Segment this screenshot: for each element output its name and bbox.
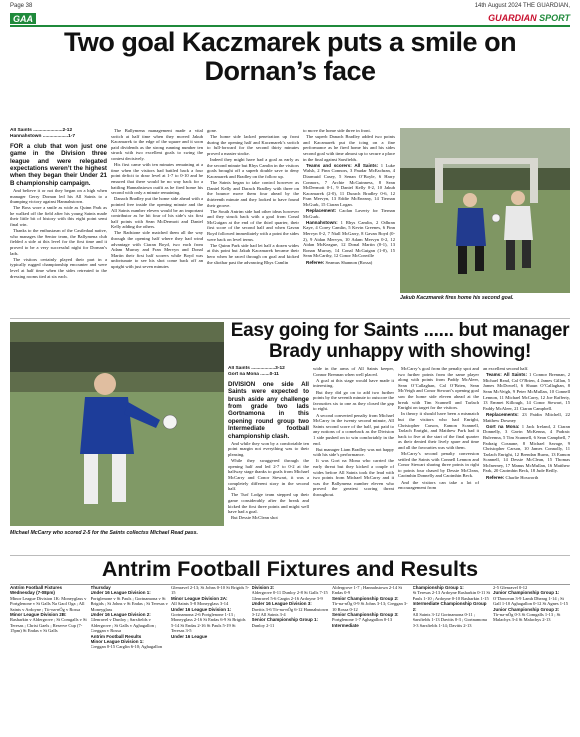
story1-col4: to move the home side three in front. The superb Danach Bradley added two points and Kaczmarek put the icing on a fine performance as he fired home his and his sides second goal with time almost up to secure a place in the final against Sarsfields. Teams and scorers: All Saints: 1 Luke Walsh, 2 Finn Connors, 3 Paudar McEachran, 4 Diarmuid Casey, 5 Senan O’Boyle, 6 Harry Connors, 7 Archie McGuinness, 8 Sean McDermott 0-1, 9 Daniel Kelly 0-2, 10 Jakub Kaczmarek (2-0), 11 Durach Bradley 0-6, 12 Fran Mervyn, 13 Eddie McEneany, 14 Tiernan McGurk, 15 Ciaran Logan. Replacement: Caolan Laverty for Tiernan McGurk. Hannahstown: 1 Rhys Camlin, 2 Odhran Kaye, 4 Corey Camlin, 5 Kevin Greenes, 6 Finn Mervyn 0-2, 7 Niall McGarry, 8 Gavan Boyd (0-2), 9 Aidan Mervyn, 10 Adam Mervyn 0-2, 12 Aidan McKeague, 12 Donal Martin (0-1), 13 Ronan Murray, 14 Conal McGuigan (1-0), 15 Sean McCarthy, 12 Conor McConville Referee: Seamus Shannon (Rossa) — [303, 128, 395, 265]
story1-score-away: Hannahstown ...................1-7 — [10, 133, 76, 139]
fixtures-column — [413, 585, 492, 733]
fixtures-text: Tír-na-nÓg 0-3 St Comgalls 1-13 ; St Malachys 3-4 St Malachys 2-13 — [493, 611, 561, 623]
guardian-sport-logo: GUARDIAN SPORT — [488, 13, 570, 23]
fixtures-text: Aldergrove 0-11 Dunloy 2-8 St Galls 7-15 Glenravel 5-6 Cargin 2-16 Ardoyne 3-9 — [251, 590, 328, 601]
story2-headline: Easy going for Saints ...... but manager Brady unhappy with showing! — [230, 320, 570, 362]
story2-score-home: All Saints ..................3-12 — [228, 366, 285, 371]
story1-col3: gone. The home side lacked penetration up front during the opening half and Kaczmarek’s switch to full-forward for the second thirty minutes proved a master stroke. Indeed they might have had a goal as early as the second minute but Rhys Camlin in the visitors goals brought off a superb double save to deny Kaczmarek and Bradley on the follow up. The Saints began to take control however as Daniel Kelly and Darach Bradley with three on the bounce move them four ahead by the thirteenth minute and they looked to have found their groove. The South Antrim side had other ideas however and they struck back with a goal from Conal McGuigan at the end of the third quarter, their first score of the second half and when Gavan Boyd followed immediately with a point the sides were back on level terms. The Quinn Park side had let half a dozen wides at this point but Jakub Kaczmarek became their hero when he raced through on goal and kicked the sliothar past the advancing Rhys Camlin — [207, 128, 299, 265]
story1-col2: The Ballymena management made a vital switch at half time when they moved Jakub Kaczmarek to the edge of the square and it soon paid dividends as the strong running number ten struck with two excellent goals to swing the contest decisively. His first came with ten minutes remaining at a time when the visitors had battled back a four point deficit to draw level at 1-7 to 0-10 and he ensured that there would be no way back for a battling Hannahstown outfit as he fired home his second with only a minute remaining. Danach Bradley put the home side ahead with a pointed free inside the opening minute and the All Saints number eleven would be an important contributor as he hit four of his side’s six first half points with Sean McDermott and Daniel Kelly adding the others. The Radstone side matched them all the way through the opening half where they had wind advantage with Ciaran Boyd, two each from Adam Murray and Fran Mervyn and Donal Martin their first half scorers while Boyd was unfortunate to see his shot come back off an upright with just seven minutes — [111, 128, 203, 270]
fixtures-text: Gortnamona 2-6 Portglenone 1-13 ; Moneyglass 2-16 St Endas 6-9 St Brigids 5-14 St Endas 2-16 St Pauls 5-19 St Teresas 3-5 — [171, 611, 246, 634]
fixtures-heading: Under 16 League Division 1: — [90, 590, 151, 596]
fixtures-text: Tír-na-nÓg 0-9 St Johns 3-13; Creggan 3-10 Rossa 0-12 — [332, 601, 408, 612]
fixtures-text: Portglenone v St Pauls ; Gortnamona v St Brigids ; St Johns v St Endas ; St Teresas v Moneyglass — [90, 595, 168, 612]
fixtures-text: O’Donovan 3-9 Lamh Dhearg 1-14 ; St Gall 1-10 Aghagallon 0-12 St Agnes 1-15 — [493, 595, 568, 607]
fixtures-heading: Wednesday (7-08pm) — [10, 590, 55, 596]
fixtures-text: All Saints 5-8 Moneyglass 3-14 — [171, 601, 229, 607]
fixtures-text: Glenravel v Dunloy ; Sarsfields v Aldergrove ; St Galls v Aghagallon ; Creggan v Rossa — [90, 617, 157, 634]
story1-col1: All Saints ......................2-12 Hannahstown ...................1-7 FOR a club that won just one game in the Division three league and were relegated expectations weren’t the highest when they began their Under 21 B championship campaign. And believe it or not they began on a high when manager Gerry Dornan led his All Saints to a thumping victory against Hannahstown. The Boss wore a smile as wide as Quinn Park as he walked off the field after his young Saints made their little bit of history with this eight point semi final win. Thanks to the enthusiasm of the Castledaal native, who manages the Senior team, the Ballymena club fielded a side at this level for the first time and it proved to be a very successful night for Dornan’s lads. The visitors certainly played their part in a typically rugged championship encounter and were level at half time when the sides retreated to the dressing rooms tied at six each. — [10, 128, 107, 279]
story1-photo — [400, 128, 570, 293]
story1-teams: Teams and scorers: All Saints: 1 Luke Walsh, 2 Finn Connors, 3 Paudar McEachran, 4 Diarmuid Casey, 5 Senan O’Boyle, 6 Harry Connors, 7 Archie McGuinness, 8 Sean McDermott 0-1, 9 Daniel Kelly 0-2, 10 Jakub Kaczmarek (2-0), 11 Durach Bradley 0-6, 12 Fran Mervyn, 13 Eddie McEneany, 14 Tiernan McGurk, 15 Ciaran Logan. — [303, 162, 395, 207]
fixtures-text: Minor League Division 1K: Moneyglass v Portglenone v St Galls Na Gaol Oga ; All Saints v Ardoyne ; Tír-na-nÓg v Rossa — [10, 595, 87, 612]
story2-lead: DIVISION one side All Saints were expected to brush aside any challenge from grade two lads Gortnamona in this opening round group two Intermediate football championship clash. — [228, 380, 309, 440]
fixtures-heading: Antrim Football Fixtures — [10, 585, 63, 590]
fixtures-text: Creggan 0-15 Carglin 6-10; Aghagallon — [90, 644, 163, 650]
fixtures-heading: Intermediate Championship Group 2: — [412, 601, 487, 612]
fixtures-heading: Senior Championship Group 3: — [332, 611, 399, 617]
story2-teams: Teams: All Saints: 1 Connor Brennan, 2 Michael Read, Cal O’Brien, 4 James Gillan, 5 James McDowell, 6 Shaun O’Callaghan, 8 Sean McVeigh, 9 Peter McMullan, 10 Connell Lennon, 11 Michael McCarry, 12 Joe Rafferty, 13 Emmet Killough, 14 Conor Stewart, 15 Paddy McAleer, 21 Ciaran Campbell. — [483, 372, 570, 411]
story1-lead: FOR a club that won just one game in the Division three league and were relegated expectations weren’t the highest when they began their Under 21 B championship campaign. — [10, 142, 107, 187]
fixtures-column — [252, 585, 331, 733]
fixtures-headline: Antrim Football Fixtures and Results — [10, 559, 570, 585]
fixtures-heading: Junior Championship Group 2: — [493, 606, 560, 612]
fixtures-heading: Antrim Football Results — [90, 633, 142, 639]
fixtures-heading: Under 16 League Division 3: — [251, 601, 312, 607]
fixtures-column — [91, 585, 170, 733]
fixtures-heading: Minor League Division 2A: — [171, 595, 228, 601]
fixtures-column — [171, 585, 250, 733]
fixtures-heading: Under 16 League — [171, 633, 208, 639]
fixtures-text: St Teresas 2-13 Ardoyne Rasharkin 0-11 St Pauls 1-10 ; Ardoyne 0-10 Rasharkin 1-15 — [412, 590, 491, 601]
story1-score-home: All Saints ......................2-12 — [10, 128, 73, 133]
fixtures-heading: Junior Championship Group 1: — [493, 590, 560, 596]
divider — [10, 318, 570, 319]
story2-photo — [10, 322, 224, 526]
story1-photo-caption: Jakub Kaczmarek fires home his second goal. — [400, 295, 514, 301]
fixtures-heading: Minor League Division 1: — [90, 638, 144, 644]
fixtures-text: 2-5 Glenravel 0-12 — [493, 585, 528, 590]
story1-headline: Two goal Kaczmarek puts a smile on Dornan’s face — [63, 27, 517, 86]
fixtures-text: Davitts 3-6 Tír-na-nÓg 6-12 Hannahstown 0-12 All Saints 3-4 — [251, 606, 329, 617]
fixtures-text: All Saints 3-12 Gortnamona 0-11 ; Sarsfields 1-13 Davitts 0-3 ; Gortnamona 0-3 Sarsfields 1-14; Davitts 2-13 — [412, 611, 487, 628]
issue-date: 14th August 2024 THE GUARDIAN, — [474, 3, 570, 9]
story2-col1: All Saints ..................3-12 Gort na Mona .......0-11 DIVISION one side All Saints were expected to brush aside any challenge from grade two lads Gortnamona in this opening round group two Intermediate football championship clash. And while they won by a comfortable ten point margin not everything was to their pleasing. While they swaggered through the opening half and led 2-7 to 0-2 at the halfway stage thanks to goals from Michael McCarry and Conor Stewart, it was a completely different story in the second half. The Turf Lodge team stepped up their game considerably after the break and kicked the first three points and might well have had a goal. But Dessie McClean shot — [228, 366, 309, 521]
fixtures-heading: Thursday — [90, 585, 111, 590]
story2-photo-caption: Michael McCarry who scored 2-5 for the Saints collectss Michael Read pass. — [10, 530, 198, 536]
story2-referee: Referee: Charlie Hosworth — [486, 474, 539, 480]
story2-opponents: Gort na Mona: 1 Jack Ireland, 2 Ciaran Donnelly, 3 Gavin McKenna, 4 Padraic Bulvenna, 5 Tim Scannell, 6 Sean Campbell, 7 Padraig Cosnane, 8 Michael Savage, 9 Christopher Carson, 10 James Connolly, 11 Tarlach Enright, 12 Brendan Burns, 13 Eamon Scannell, 14 Dessie McClean, 15 Thomas McInerney, 17 Manus McMullan, 16 Matthew Park, 20 Caoimhin Beck, 18 Jude Reilly. — [483, 423, 570, 474]
story1-opponents: Hannahstown: 1 Rhys Camlin, 2 Odhran Kaye, 4 Corey Camlin, 5 Kevin Greenes, 6 Finn Mervyn 0-2, 7 Niall McGarry, 8 Gavan Boyd (0-2), 9 Aidan Mervyn, 10 Adam Mervyn 0-2, 12 Aidan McKeague, 12 Donal Martin (0-1), 13 Ronan Murray, 14 Conal McGuigan (1-0), 15 Sean McCarthy, 12 Conor McConville — [303, 219, 395, 259]
story2-subs: Replacements: 23 Paidin Mitchell, 22 Matthew Downey — [483, 411, 570, 423]
fixtures-heading: Minor League Division 2B: — [10, 611, 67, 617]
story1-subs: Replacement: Caolan Laverty for Tiernan McGurk. — [303, 208, 395, 219]
fixtures-heading: Under 16 League Division 2: — [90, 611, 151, 617]
fixtures-text: Rasharkin v Aldergrove ; St Comgalls v St Teresas ; Christ Gaels ; Reserve Cup (7-15pm) St Endas v St Galls — [10, 617, 87, 634]
fixtures-column — [493, 585, 572, 733]
fixtures-column — [10, 585, 89, 733]
fixtures-heading: Senior Championship Group 2: — [332, 595, 399, 601]
story2-col4: an excellent second half. Teams: All Saints: 1 Connor Brennan, 2 Michael Read, Cal O’Brien, 4 James Gillan, 5 James McDowell, 6 Shaun O’Callaghan, 8 Sean McVeigh, 9 Peter McMullan, 10 Connell Lennon, 11 Michael McCarry, 12 Joe Rafferty, 13 Emmet Killough, 14 Conor Stewart, 15 Paddy McAleer, 21 Ciaran Campbell. Replacements: 23 Paidin Mitchell, 22 Matthew Downey Gort na Mona: 1 Jack Ireland, 2 Ciaran Donnelly, 3 Gavin McKenna, 4 Padraic Bulvenna, 5 Tim Scannell, 6 Sean Campbell, 7 Padraig Cosnane, 8 Michael Savage, 9 Christopher Carson, 10 James Connolly, 11 Tarlach Enright, 12 Brendan Burns, 13 Eamon Scannell, 14 Dessie McClean, 15 Thomas McInerney, 17 Manus McMullan, 16 Matthew Park, 20 Caoimhin Beck, 18 Jude Reilly. Referee: Charlie Hosworth — [483, 366, 570, 480]
fixtures-heading: Intermediate — [332, 622, 359, 628]
fixtures-heading: Senior Championship Group 1: — [251, 617, 319, 623]
fixtures-text: Dunloy 2-11 — [251, 622, 275, 628]
story1-referee: Referee: Seamus Shannon (Rossa) — [306, 259, 373, 265]
story2-col3: McCarry’s goal from the penalty spot and two further points from the same player along with points from Paddy McAleer, Sean O’Callaghan, Cal O’Brien, Sean McVeigh and Conor Stewart’s opening goal saw the home side eleven ahead at the break with Tim Scannell and Tarlach Enright on target for the visitors. In theory it should have been a mismatch but the visitors who had Enright, Christopher Carson, Eamon Scannell, Tarlach Enright, and Matthew Park had it back to five at the start of the final quarter as their denied their lively spare and time and all the favourites was with them. McCarry’s second penalty conversion settled the Saints with Connell Lennon and Conor Stewart sharing three points in right to points four chased by Dessie McClean, Caoimhin Donnelly and Caoimhin Beck. And the visitors can take a lot of encouragement from — [398, 366, 479, 491]
fixtures-text: Glenravel 2-13; St Johns 0-10 St Brigids 5-15 — [171, 585, 250, 596]
fixtures-heading: Division 2: — [251, 585, 275, 590]
fixtures-heading: Under 16 League Division 1: — [171, 606, 232, 612]
page-topbar — [10, 3, 570, 11]
divider — [10, 555, 570, 556]
fixtures-heading: Championship Group 1: — [412, 585, 464, 590]
page-number: Page 38 — [10, 3, 33, 9]
fixtures-column — [332, 585, 411, 733]
section-banner — [10, 13, 570, 27]
gaa-section-badge: GAA — [10, 13, 36, 24]
fixtures-text: Portglenone 1-7 Aghagallon 0-13 — [332, 617, 393, 623]
fixtures-text: Aldergrove 1-7 ; Hannahstown 2-14 St Endas 0-9 — [332, 585, 403, 596]
story2-col2: wide in the arms of All Saints keeper, Connor Brennan when well placed. A goal at this stage would have made it interesting. But they did go on to add two further points by the seventh minute to outscore the favourites six to one as they closed the gap to eight. A second converted penalty from Michael McCarry in the twenty second minute, All Saints second score of the half, put paid to any notions of a comeback as the Division 1 side pushed on to win comfortably in the end. But manager Liam Bradley was not happy with his side’s performance. It was Gort na Mona who carried the early threat but they kicked a couple of wides before All Saints took the lead with two points from Michael McCarry and it was the Ballymena number eleven who proved the greatest scoring threat throughout. — [313, 366, 394, 498]
story2-score-away: Gort na Mona .......0-11 — [228, 371, 279, 377]
